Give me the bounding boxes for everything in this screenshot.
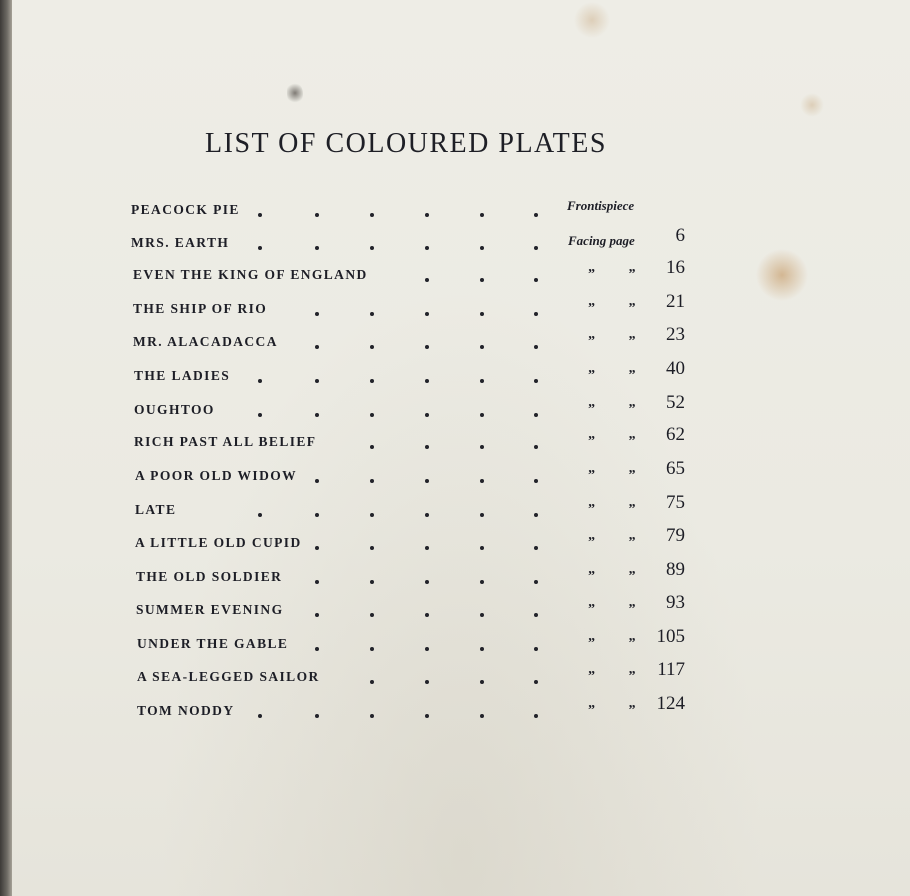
leader-dot <box>480 413 484 417</box>
plate-reference: Facing page <box>568 233 635 248</box>
leader-dot <box>258 213 262 217</box>
leader-dot <box>534 445 538 449</box>
plate-title: A SEA-LEGGED SAILOR <box>137 669 320 684</box>
plate-reference: ” ” <box>588 703 636 718</box>
leader-dot <box>480 345 484 349</box>
plate-page-number: 105 <box>656 626 685 647</box>
plate-title: MRS. EARTH <box>131 235 230 250</box>
leader-dot <box>480 213 484 217</box>
plate-title: THE OLD SOLDIER <box>136 569 283 584</box>
plate-title: UNDER THE GABLE <box>137 636 289 651</box>
leader-dot <box>425 546 429 550</box>
plate-reference: ” ” <box>588 669 636 684</box>
leader-dot <box>425 714 429 718</box>
leader-dot <box>534 479 538 483</box>
plate-title: LATE <box>135 502 177 517</box>
leader-dot <box>534 580 538 584</box>
leader-dot <box>370 445 374 449</box>
leader-dot <box>480 246 484 250</box>
leader-dot <box>370 647 374 651</box>
leader-dot <box>480 580 484 584</box>
plate-entry <box>0 659 910 693</box>
leader-dot <box>425 513 429 517</box>
plate-reference: ” ” <box>588 502 636 517</box>
plate-page-number: 62 <box>666 424 685 445</box>
plate-entry <box>0 225 910 259</box>
plate-page-number: 117 <box>657 659 685 680</box>
plate-reference: ” ” <box>588 368 636 383</box>
leader-dot <box>480 647 484 651</box>
leader-dot <box>534 213 538 217</box>
leader-dot <box>425 680 429 684</box>
leader-dot <box>315 345 319 349</box>
leader-dot <box>534 714 538 718</box>
leader-dot <box>480 312 484 316</box>
leader-dot <box>370 546 374 550</box>
leader-dot <box>370 213 374 217</box>
leader-dot <box>370 714 374 718</box>
plate-page-number: 52 <box>666 392 685 413</box>
plate-reference: ” ” <box>588 569 636 584</box>
leader-dot <box>315 246 319 250</box>
plate-reference: ” ” <box>588 535 636 550</box>
leader-dot <box>258 714 262 718</box>
plate-reference: Frontispiece <box>567 198 635 213</box>
leader-dot <box>425 647 429 651</box>
leader-dot <box>425 278 429 282</box>
leader-dot <box>370 379 374 383</box>
plate-title: PEACOCK PIE <box>131 202 240 217</box>
leader-dot <box>480 379 484 383</box>
plate-entry <box>0 358 910 392</box>
plate-page-number: 124 <box>656 693 685 714</box>
plate-title: SUMMER EVENING <box>136 602 284 617</box>
plate-title: THE SHIP OF RIO <box>133 301 268 316</box>
plate-reference: ” ” <box>588 468 636 483</box>
plate-title: MR. ALACADACCA <box>133 334 278 349</box>
plate-title: A LITTLE OLD CUPID <box>135 535 302 550</box>
plate-reference: ” ” <box>588 434 636 449</box>
plate-entry <box>0 324 910 358</box>
plate-title: RICH PAST ALL BELIEF <box>134 434 317 449</box>
leader-dot <box>315 647 319 651</box>
plate-page-number: 23 <box>666 324 685 345</box>
plate-entry <box>0 424 910 458</box>
leader-dot <box>315 413 319 417</box>
leader-dot <box>315 580 319 584</box>
plate-entry <box>0 291 910 325</box>
leader-dot <box>534 413 538 417</box>
leader-dot <box>425 312 429 316</box>
leader-dot <box>534 613 538 617</box>
leader-dot <box>315 379 319 383</box>
leader-dot <box>480 513 484 517</box>
leader-dot <box>480 613 484 617</box>
leader-dot <box>315 513 319 517</box>
leader-dot <box>425 413 429 417</box>
leader-dot <box>480 546 484 550</box>
plate-title: A POOR OLD WIDOW <box>135 468 298 483</box>
leader-dot <box>370 479 374 483</box>
leader-dot <box>425 345 429 349</box>
leader-dot <box>425 246 429 250</box>
leader-dot <box>315 613 319 617</box>
plate-title: OUGHTOO <box>134 402 215 417</box>
leader-dot <box>425 613 429 617</box>
plate-entry <box>0 559 910 593</box>
plate-entry <box>0 592 910 626</box>
leader-dot <box>370 513 374 517</box>
plate-title: TOM NODDY <box>137 703 235 718</box>
plate-reference: ” ” <box>588 267 636 282</box>
leader-dot <box>258 513 262 517</box>
plate-title: EVEN THE KING OF ENGLAND <box>133 267 368 282</box>
leader-dot <box>425 445 429 449</box>
plate-entry <box>0 392 910 426</box>
leader-dot <box>315 213 319 217</box>
plate-page-number: 75 <box>666 492 685 513</box>
leader-dot <box>315 479 319 483</box>
leader-dot <box>534 246 538 250</box>
leader-dot <box>480 714 484 718</box>
plate-entry <box>0 257 910 291</box>
leader-dot <box>534 312 538 316</box>
leader-dot <box>425 479 429 483</box>
page-title: LIST OF COLOURED PLATES <box>205 128 607 159</box>
leader-dot <box>534 647 538 651</box>
plate-page-number: 6 <box>675 225 685 246</box>
leader-dot <box>480 445 484 449</box>
leader-dot <box>258 413 262 417</box>
leader-dot <box>534 345 538 349</box>
plate-reference: ” ” <box>588 402 636 417</box>
plate-entry <box>0 525 910 559</box>
leader-dot <box>370 312 374 316</box>
leader-dot <box>370 345 374 349</box>
leader-dot <box>534 680 538 684</box>
plate-page-number: 79 <box>666 525 685 546</box>
leader-dot <box>370 246 374 250</box>
leader-dot <box>370 413 374 417</box>
leader-dot <box>480 680 484 684</box>
leader-dot <box>480 479 484 483</box>
plate-entry <box>0 693 910 727</box>
plate-page-number: 89 <box>666 559 685 580</box>
plate-page-number: 93 <box>666 592 685 613</box>
leader-dot <box>425 580 429 584</box>
leader-dot <box>370 613 374 617</box>
leader-dot <box>315 312 319 316</box>
plate-reference: ” ” <box>588 334 636 349</box>
plate-page-number: 40 <box>666 358 685 379</box>
leader-dot <box>534 379 538 383</box>
leader-dot <box>370 580 374 584</box>
plate-entry <box>0 626 910 660</box>
plate-page-number: 21 <box>666 291 685 312</box>
leader-dot <box>425 213 429 217</box>
leader-dot <box>425 379 429 383</box>
plate-title: THE LADIES <box>134 368 231 383</box>
leader-dot <box>315 546 319 550</box>
plate-reference: ” ” <box>588 636 636 651</box>
leader-dot <box>480 278 484 282</box>
leader-dot <box>258 379 262 383</box>
leader-dot <box>534 278 538 282</box>
plate-reference: ” ” <box>588 301 636 316</box>
leader-dot <box>534 546 538 550</box>
plate-page-number: 65 <box>666 458 685 479</box>
leader-dot <box>370 680 374 684</box>
plate-entry <box>0 492 910 526</box>
plate-page-number: 16 <box>666 257 685 278</box>
leader-dot <box>258 246 262 250</box>
plate-entry <box>0 458 910 492</box>
plate-entry <box>0 198 910 226</box>
leader-dot <box>315 714 319 718</box>
leader-dot <box>534 513 538 517</box>
plate-reference: ” ” <box>588 602 636 617</box>
